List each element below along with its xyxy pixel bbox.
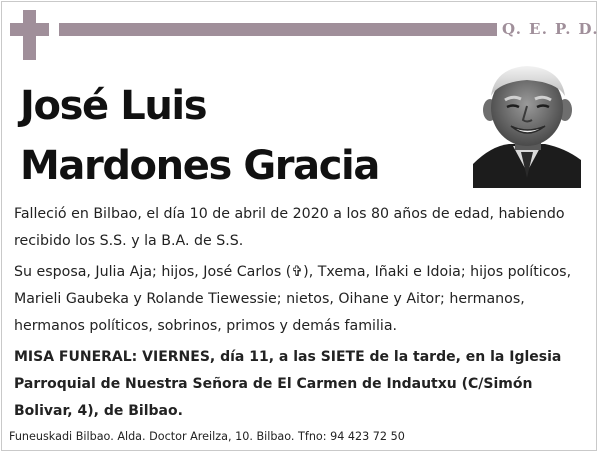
funeral-home-footer: Funeuskadi Bilbao. Alda. Doctor Areilza, 10. Bilbao. Tfno: 94 423 72 50 xyxy=(9,430,405,443)
portrait-photo xyxy=(473,60,581,188)
deceased-name-last: Mardones Gracia xyxy=(20,143,379,189)
qepd-label: Q. E. P. D. xyxy=(502,20,599,38)
cross-horizontal-bar xyxy=(10,23,49,36)
death-details-paragraph: Falleció en Bilbao, el día 10 de abril de 2020 a los 80 años de edad, habiendo recibido los S.S. y la B.A. de S.S. xyxy=(14,206,565,249)
family-paragraph: Su esposa, Julia Aja; hijos, José Carlos (✞), Txema, Iñaki e Idoia; hijos políticos, Marieli Gaubeka y Rolande Tiewessie; nietos, Oihane y Aitor; hermanos, hermanos políticos, sobrinos, primos y demás familia. xyxy=(14,264,572,334)
portrait-image xyxy=(473,60,581,188)
deceased-name-first: José Luis xyxy=(20,83,207,129)
funeral-mass-paragraph: MISA FUNERAL: VIERNES, día 11, a las SIETE de la tarde, en la Iglesia Parroquial de Nuestra Señora de El Carmen de Indautxu (C/Simón Bolivar, 4), de Bilbao. xyxy=(14,349,562,419)
header-rule xyxy=(59,23,497,36)
